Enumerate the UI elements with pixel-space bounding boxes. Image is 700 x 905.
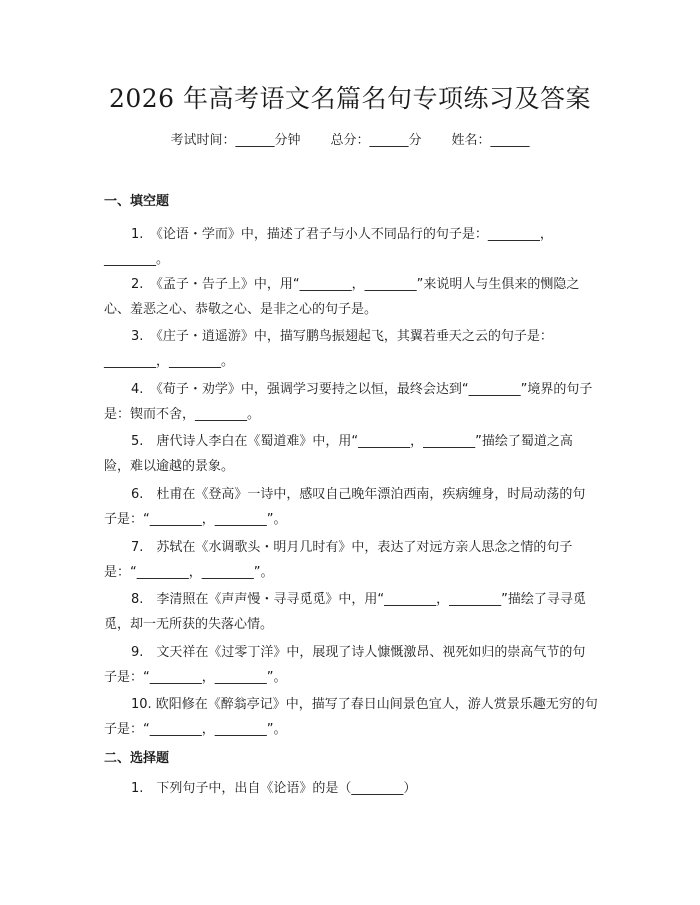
question-item: 6. 杜甫在《登高》一诗中，感叹自己晚年漂泊西南，疾病缠身，时局动荡的句子是：“________，________”。 bbox=[104, 487, 586, 527]
page-title: 2026 年高考语文名篇名句专项练习及答案 bbox=[108, 84, 592, 113]
total-score: 总分：______分 bbox=[330, 133, 422, 148]
question-item: 10. 欧阳修在《醉翁亭记》中，描写了春日山间景色宜人，游人赏景乐趣无穷的句子是：“________，________”。 bbox=[104, 697, 598, 737]
exam-time: 考试时间：______分钟 bbox=[170, 133, 301, 148]
question-item: 5. 唐代诗人李白在《蜀道难》中，用“________，________”描绘了蜀道之高险，难以逾越的景象。 bbox=[104, 434, 573, 474]
section-heading-multiple-choice: 二、选择题 bbox=[104, 751, 170, 766]
section-heading-fill-blank: 一、填空题 bbox=[104, 194, 170, 209]
question-item: 3. 《庄子・逍遥游》中，描写鹏鸟振翅起飞，其翼若垂天之云的句子是：________，________。 bbox=[104, 329, 553, 369]
question-item: 1. 《论语・学而》中，描述了君子与小人不同品行的句子是：________，________。 bbox=[104, 227, 553, 267]
question-item: 1. 下列句子中，出自《论语》的是（________） bbox=[131, 781, 417, 796]
question-item: 4. 《荀子・劝学》中，强调学习要持之以恒，最终会达到“________”境界的句子是：锲而不舍，________。 bbox=[104, 382, 593, 422]
question-item: 8. 李清照在《声声慢・寻寻觅觅》中，用“________，________”描绘了寻寻觅觅，却一无所获的失落心情。 bbox=[104, 592, 586, 632]
question-item: 9. 文天祥在《过零丁洋》中，展现了诗人慷慨激昂、视死如归的崇高气节的句子是：“________，________”。 bbox=[104, 645, 586, 685]
student-name: 姓名：______ bbox=[451, 133, 530, 148]
question-item: 7. 苏轼在《水调歌头・明月几时有》中，表达了对远方亲人思念之情的句子是：“________，________”。 bbox=[104, 540, 573, 580]
exam-meta bbox=[0, 131, 700, 151]
question-item: 2. 《孟子・告子上》中，用“________，________”来说明人与生俱来的恻隐之心、羞恶之心、恭敬之心、是非之心的句子是。 bbox=[104, 277, 580, 317]
